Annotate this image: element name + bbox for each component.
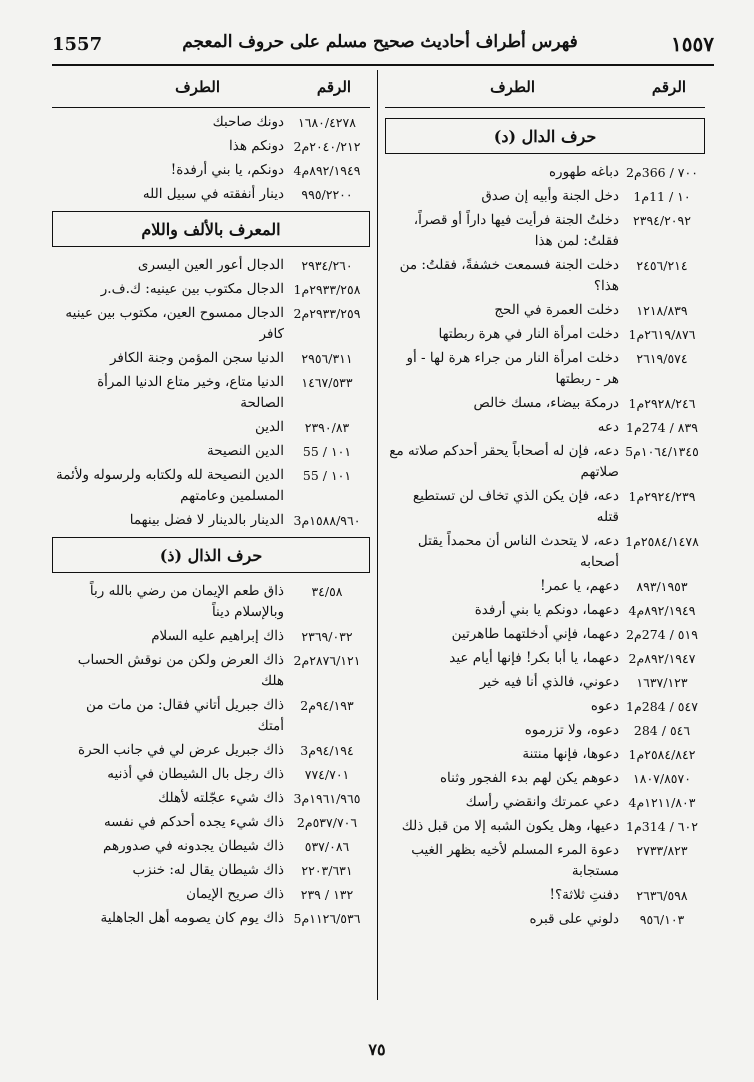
index-entry <box>52 695 370 737</box>
hadith-incipit: دعيها، وهل يكون الشبه إلا من قبل ذلك <box>401 818 619 834</box>
hadith-number: ٢٩٣٣/٢٥٩م2 <box>293 306 361 321</box>
hadith-incipit: ذاك يوم كان يصومه أهل الجاهلية <box>100 910 284 926</box>
number-column-label: الرقم <box>316 78 352 96</box>
hadith-incipit: الدين <box>255 419 284 435</box>
hadith-number: ٢٠٤٠/٢١٢م2 <box>293 139 361 154</box>
hadith-incipit: دباغه طهوره <box>548 164 619 180</box>
hadith-number: ٥٣٧/٧٠٦م2 <box>296 815 358 830</box>
index-entry <box>52 764 370 785</box>
index-entry <box>385 648 705 669</box>
index-entry <box>52 510 370 531</box>
page-number-arabic: ١٥٥٧ <box>671 32 714 56</box>
hadith-incipit: دعهما، فإني أدخلتهما طاهرتين <box>451 626 619 642</box>
hadith-number: ٨٩٢/١٩٤٩م4 <box>628 603 696 618</box>
left-column <box>52 112 370 932</box>
index-entry <box>52 812 370 833</box>
index-entry <box>52 788 370 809</box>
index-entry <box>385 210 705 252</box>
page-footer-number: ٧٥ <box>368 1040 386 1059</box>
index-entry <box>385 816 705 837</box>
hadith-incipit: دينار أنفقته في سبيل الله <box>142 186 284 202</box>
hadith-number: ١٠١ / 55 <box>302 468 352 483</box>
index-entry <box>385 624 705 645</box>
index-entry <box>385 393 705 414</box>
hadith-incipit: ذاك شيء عجّلته لأهلك <box>158 790 284 806</box>
index-entry <box>52 884 370 905</box>
hadith-number: ١٦٣٧/١٢٣ <box>636 675 688 690</box>
hadith-number: ٨٩٢/١٩٤٩م4 <box>293 163 361 178</box>
hadith-number: ١١٢٦/٥٣٦م5 <box>293 911 361 926</box>
page-number-latin: 1557 <box>52 34 103 55</box>
index-entry <box>385 885 705 906</box>
hadith-incipit: دعه <box>597 419 619 435</box>
index-entry <box>385 186 705 207</box>
hadith-incipit: دعوه، ولا تزرموه <box>524 722 619 738</box>
hadith-incipit: دعهما، دونكم يا بني أرفدة <box>474 602 619 618</box>
index-entry <box>385 840 705 882</box>
column-header-rule <box>385 107 705 108</box>
hadith-number: ٥٤٦ / 284 <box>633 723 691 738</box>
index-entry <box>385 162 705 183</box>
hadith-number: ٢٩٢٨/٢٤٦م1 <box>628 396 696 411</box>
hadith-incipit: الدجال مكتوب بين عينيه: ك.ف.ر <box>100 281 284 297</box>
hadith-incipit: ذاك صريح الإيمان <box>186 886 284 902</box>
hadith-number: ١٢١١/٨٠٣م4 <box>628 795 696 810</box>
hadith-number: ٢٧٣٣/٨٢٣ <box>636 843 688 858</box>
hadith-number: ٢٤٥٦/٢١٤ <box>636 258 688 273</box>
hadith-number: ٥٣٧/٠٨٦ <box>304 839 350 854</box>
index-entry <box>52 908 370 929</box>
hadith-incipit: ذاك رجل بال الشيطان في أذنيه <box>107 766 284 782</box>
index-entry <box>385 696 705 717</box>
hadith-incipit: ذاك شيطان يجدونه في صدورهم <box>102 838 284 854</box>
index-entry <box>52 303 370 345</box>
hadith-number: ٩٤/١٩٣م2 <box>300 698 354 713</box>
index-entry <box>52 136 370 157</box>
index-entry <box>52 279 370 300</box>
hadith-number: ١٠٦٤/١٣٤٥م5 <box>625 444 699 459</box>
hadith-number: ١٠ / 11م1 <box>633 189 691 204</box>
hadith-number: ٦٠٢ / 314م1 <box>626 819 698 834</box>
hadith-incipit: دخلت امرأة النار في هرة ربطتها <box>438 326 619 342</box>
hadith-incipit: دعه، لا يتحدث الناس أن محمداً يقتل أصحابه <box>417 533 619 570</box>
hadith-number: ٢٩٥٦/٣١١ <box>301 351 353 366</box>
hadith-number: ١٨٠٧/٨٥٧٠ <box>633 771 691 786</box>
index-entry <box>52 626 370 647</box>
right-column-header <box>385 78 705 106</box>
index-entry <box>52 836 370 857</box>
index-entry <box>385 792 705 813</box>
hadith-number: ٩٩٥/٢٢٠٠ <box>301 187 353 202</box>
hadith-incipit: دخلت الجنة فسمعت خشفةً، فقلتُ: من هذا؟ <box>399 257 619 294</box>
index-entry <box>52 372 370 414</box>
index-entry <box>385 600 705 621</box>
hadith-incipit: الدين النصيحة <box>207 443 284 459</box>
hadith-number: ٨٩٢/١٩٤٧م2 <box>628 651 696 666</box>
hadith-incipit: ذاك جبريل عرض لي في جانب الحرة <box>78 742 284 758</box>
hadith-incipit: الدنيا سجن المؤمن وجنة الكافر <box>109 350 284 366</box>
hadith-number: ٢٣٩٠/٨٣ <box>304 420 350 435</box>
hadith-incipit: دونك صاحبك <box>212 114 284 130</box>
index-entry <box>52 184 370 205</box>
hadith-number: ٢٣٩٤/٢٠٩٢ <box>633 213 691 228</box>
hadith-incipit: ذاك العرض ولكن من نوقش الحساب هلك <box>77 652 284 689</box>
hadith-number: ٢٦١٩/٥٧٤ <box>636 351 688 366</box>
hadith-incipit: دعهم، يا عمر! <box>540 578 619 594</box>
index-entry <box>52 417 370 438</box>
hadith-number: ٨٣٩ / 274م1 <box>626 420 698 435</box>
hadith-number: ٧٠٠ / 366م2 <box>626 165 698 180</box>
index-entry <box>52 441 370 462</box>
hadith-incipit: دعوهم يكن لهم بدء الفجور وثناه <box>439 770 619 786</box>
index-entry <box>52 160 370 181</box>
index-entry <box>385 348 705 390</box>
hadith-number: ٩٤/١٩٤م3 <box>300 743 354 758</box>
hadith-incipit: ذاك جبريل أتاني فقال: من مات من أمتك <box>86 697 284 734</box>
section-heading-dhal: حرف الذال (ذ) <box>52 537 370 573</box>
hadith-number: ١٦٨٠/٤٢٧٨ <box>298 115 356 130</box>
index-entry <box>52 348 370 369</box>
left-column-header <box>52 78 370 106</box>
index-entry <box>52 255 370 276</box>
index-entry <box>385 672 705 693</box>
hadith-number: ٩٥٦/١٠٣ <box>639 912 685 927</box>
index-entry <box>385 324 705 345</box>
column-divider <box>377 70 378 1000</box>
hadith-number: ٥١٩ / 274م2 <box>626 627 698 642</box>
hadith-number: ٢٢٠٣/٦٣١ <box>301 863 353 878</box>
hadith-number: ٣٤/٥٨ <box>311 584 343 599</box>
hadith-number: ١٢١٨/٨٣٩ <box>636 303 688 318</box>
hadith-incipit: دعوة المرء المسلم لأخيه بظهر الغيب مستجابة <box>411 842 619 879</box>
index-entry <box>385 255 705 297</box>
hadith-number: ٢٨٧٦/١٢١م2 <box>293 653 361 668</box>
hadith-incipit: دعهما، يا أبا بكر! فإنها أيام عيد <box>449 650 619 666</box>
index-entry <box>385 720 705 741</box>
hadith-number: ١٥٨٨/٩٦٠م3 <box>293 513 361 528</box>
hadith-number: ٧٧٤/٧٠١ <box>304 767 350 782</box>
index-entry <box>52 581 370 623</box>
hadith-incipit: الدينار بالدينار لا فضل بينهما <box>129 512 284 528</box>
hadith-number: ١٠١ / 55 <box>302 444 352 459</box>
index-entry <box>385 576 705 597</box>
header-rule <box>52 64 714 66</box>
hadith-number: ٢٩٢٤/٢٣٩م1 <box>628 489 696 504</box>
index-entry <box>52 860 370 881</box>
hadith-incipit: الدنيا متاع، وخير متاع الدنيا المرأة الصالحة <box>97 374 284 411</box>
hadith-incipit: درمكة بيضاء، مسك خالص <box>473 395 619 411</box>
hadith-incipit: دخلت امرأة النار من جراء هرة لها - أو هر - ربطتها <box>406 350 619 387</box>
index-entry <box>385 300 705 321</box>
hadith-incipit: الدجال أعور العين اليسرى <box>137 257 284 273</box>
running-title: فهرس أطراف أحاديث صحيح مسلم على حروف المعجم <box>182 32 578 52</box>
hadith-incipit: ذاك إبراهيم عليه السلام <box>151 628 284 644</box>
hadith-incipit: ذاق طعم الإيمان من رضي بالله رباً وبالإسلام ديناً <box>89 583 284 620</box>
index-entry <box>52 112 370 133</box>
index-list <box>52 581 370 929</box>
index-list <box>385 162 705 930</box>
hadith-incipit: دفنتِ ثلاثة؟! <box>549 887 619 903</box>
index-entry <box>52 650 370 692</box>
index-entry <box>385 531 705 573</box>
hadith-number: ١٩٦١/٩٦٥م3 <box>293 791 361 806</box>
tarf-column-label: الطرف <box>175 78 220 96</box>
hadith-number: ٢٩٣٤/٢٦٠ <box>301 258 353 273</box>
section-heading-definite: المعرف بالألف واللام <box>52 211 370 247</box>
hadith-number: ٢٥٨٤/١٤٧٨م1 <box>625 534 699 549</box>
index-entry <box>385 768 705 789</box>
hadith-incipit: دونكم هذا <box>229 138 284 154</box>
index-list <box>52 112 370 205</box>
hadith-number: ٢٩٣٣/٢٥٨م1 <box>293 282 361 297</box>
column-header-rule <box>52 107 370 108</box>
hadith-number: ٨٩٣/١٩٥٣ <box>636 579 688 594</box>
hadith-number: ٢٣٦٩/٠٣٢ <box>301 629 353 644</box>
hadith-incipit: الدجال ممسوح العين، مكتوب بين عينيه كافر <box>65 305 284 342</box>
section-heading-dal: حرف الدال (د) <box>385 118 705 154</box>
hadith-incipit: دعوه <box>590 698 619 714</box>
index-entry <box>385 909 705 930</box>
hadith-incipit: دعوها، فإنها منتنة <box>522 746 619 762</box>
hadith-number: ١٣٢ / ٢٣٩ <box>300 887 354 902</box>
number-column-label: الرقم <box>651 78 687 96</box>
hadith-number: ١٤٦٧/٥٣٣ <box>301 375 353 390</box>
index-entry <box>52 740 370 761</box>
hadith-incipit: دلوني على قبره <box>529 911 619 927</box>
index-entry <box>385 441 705 483</box>
right-column <box>385 112 705 933</box>
index-entry <box>385 486 705 528</box>
hadith-incipit: الدين النصيحة لله ولكتابه ولرسوله ولأئمة المسلمين وعامتهم <box>56 467 284 504</box>
hadith-number: ٢٥٨٤/٨٤٢م1 <box>628 747 696 762</box>
hadith-incipit: دعوني، فالذي أنا فيه خير <box>479 674 619 690</box>
hadith-incipit: دعي عمرتك وانقضي رأسك <box>465 794 619 810</box>
page-header <box>0 0 754 66</box>
hadith-incipit: دخل الجنة وأبيه إن صدق <box>481 188 619 204</box>
index-entry <box>385 417 705 438</box>
hadith-incipit: دعه، فإن يكن الذي تخاف لن تستطيع قتله <box>412 488 619 525</box>
index-entry <box>385 744 705 765</box>
hadith-incipit: دخلتُ الجنة فرأيت فيها داراً أو قصراً، فقلتُ: لمن هذا <box>413 212 619 249</box>
index-list <box>52 255 370 531</box>
hadith-incipit: ذاك شيطان يقال له: خنزب <box>132 862 284 878</box>
hadith-incipit: دونكم، يا بني أرفدة! <box>170 162 284 178</box>
hadith-number: ٢٦٣٦/٥٩٨ <box>636 888 688 903</box>
hadith-incipit: دخلت العمرة في الحج <box>494 302 619 318</box>
hadith-incipit: ذاك شيء يجده أحدكم في نفسه <box>103 814 284 830</box>
hadith-incipit: دعه، فإن له أصحاباً يحقر أحدكم صلاته مع صلاتهم <box>389 443 619 480</box>
index-entry <box>52 465 370 507</box>
hadith-number: ٥٤٧ / 284م1 <box>626 699 698 714</box>
hadith-number: ٢٦١٩/٨٧٦م1 <box>628 327 696 342</box>
tarf-column-label: الطرف <box>490 78 535 96</box>
